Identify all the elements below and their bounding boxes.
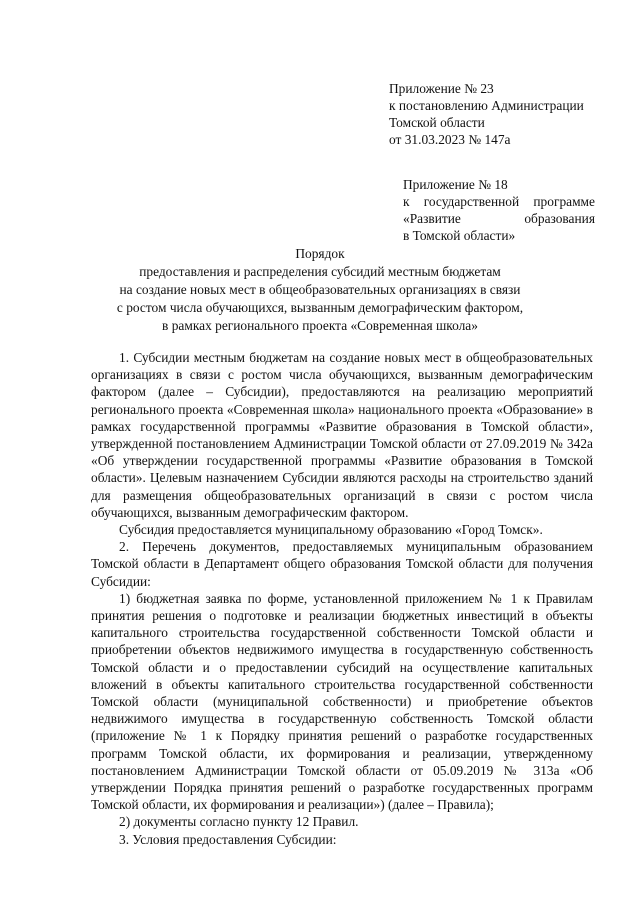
paragraph-5: 2) документы согласно пункту 12 Правил. [119, 814, 359, 830]
appendix-program-header [403, 176, 595, 244]
appendix-program-word: «Развитие [403, 211, 461, 226]
appendix-main-line4: от 31.03.2023 № 147а [389, 132, 511, 147]
paragraph-6: 3. Условия предоставления Субсидии: [119, 831, 337, 847]
appendix-main-line1: Приложение № 23 [389, 81, 494, 96]
paragraph-3: 2. Перечень документов, предоставляемых муниципальным образованием Томской области в Департамент общего образования Томской области для получения Субсидии: [91, 539, 593, 589]
document-title [60, 245, 580, 335]
appendix-program-word: образования [524, 211, 595, 226]
appendix-program-word: к [403, 194, 410, 209]
title-line3: на создание новых мест в общеобразовательных организациях в связи [119, 282, 521, 297]
paragraph-4: 1) бюджетная заявка по форме, установленной приложением № 1 к Правилам принятия решения о подготовке и реализации бюджетных инвестиций в объекты капитального строительства государственной собственности Томской области и приобретении объектов недвижимого имущества в государственную собственность Томской области и о предоставлении субсидий на осуществление капитальных вложений в объекты капитального строительства государственной собственности Томской области (муниципальной собственности) и приобретение объектов недвижимого имущества в государственную собственность Томской области (приложение № 1 к Порядку принятия решений о разработке государственных программ Томской области, их формирования и реализации, утвержденному постановлением Администрации Томской области от 05.09.2019 № 313а «Об утверждении Порядка принятия решений о разработке государственных программ Томской области, их формирования и реализации») (далее – Правила); [91, 590, 593, 813]
appendix-program-word: государственной [423, 194, 520, 209]
paragraph-2: Субсидия предоставляется муниципальному образованию «Город Томск». [119, 522, 543, 538]
appendix-main-header [389, 80, 584, 148]
document-body [91, 349, 593, 848]
appendix-main-line2: к постановлению Администрации [389, 98, 584, 113]
appendix-program-word: программе [533, 194, 595, 209]
appendix-main-line3: Томской области [389, 115, 485, 130]
title-line4: с ростом числа обучающихся, вызванным демографическим фактором, [116, 300, 524, 315]
appendix-program-line2 [403, 193, 595, 210]
appendix-program-line1: Приложение № 18 [403, 177, 508, 192]
appendix-program-line4: в Томской области» [403, 228, 516, 243]
title-line5: в рамках регионального проекта «Современная школа» [162, 318, 478, 333]
title-line2: предоставления и распределения субсидий местным бюджетам [139, 264, 501, 279]
appendix-program-line3 [403, 210, 595, 227]
title-line1: Порядок [295, 246, 345, 261]
paragraph-1: 1. Субсидии местным бюджетам на создание новых мест в общеобразовательных организациях в связи с ростом числа обучающихся, вызванным демографическим фактором (далее – Субсидии), предоставляются на реализацию мероприятий регионального проекта «Современная школа» национального проекта «Образование» в рамках государственной программы «Развитие образования в Томской области», утвержденной постановлением Администрации Томской области от 27.09.2019 № 342а «Об утверждении государственной программы «Развитие образования в Томской области». Целевым назначением Субсидии являются расходы на строительство зданий для размещения общеобразовательных организаций в связи с ростом числа обучающихся, вызванным демографическим фактором. [91, 350, 593, 520]
